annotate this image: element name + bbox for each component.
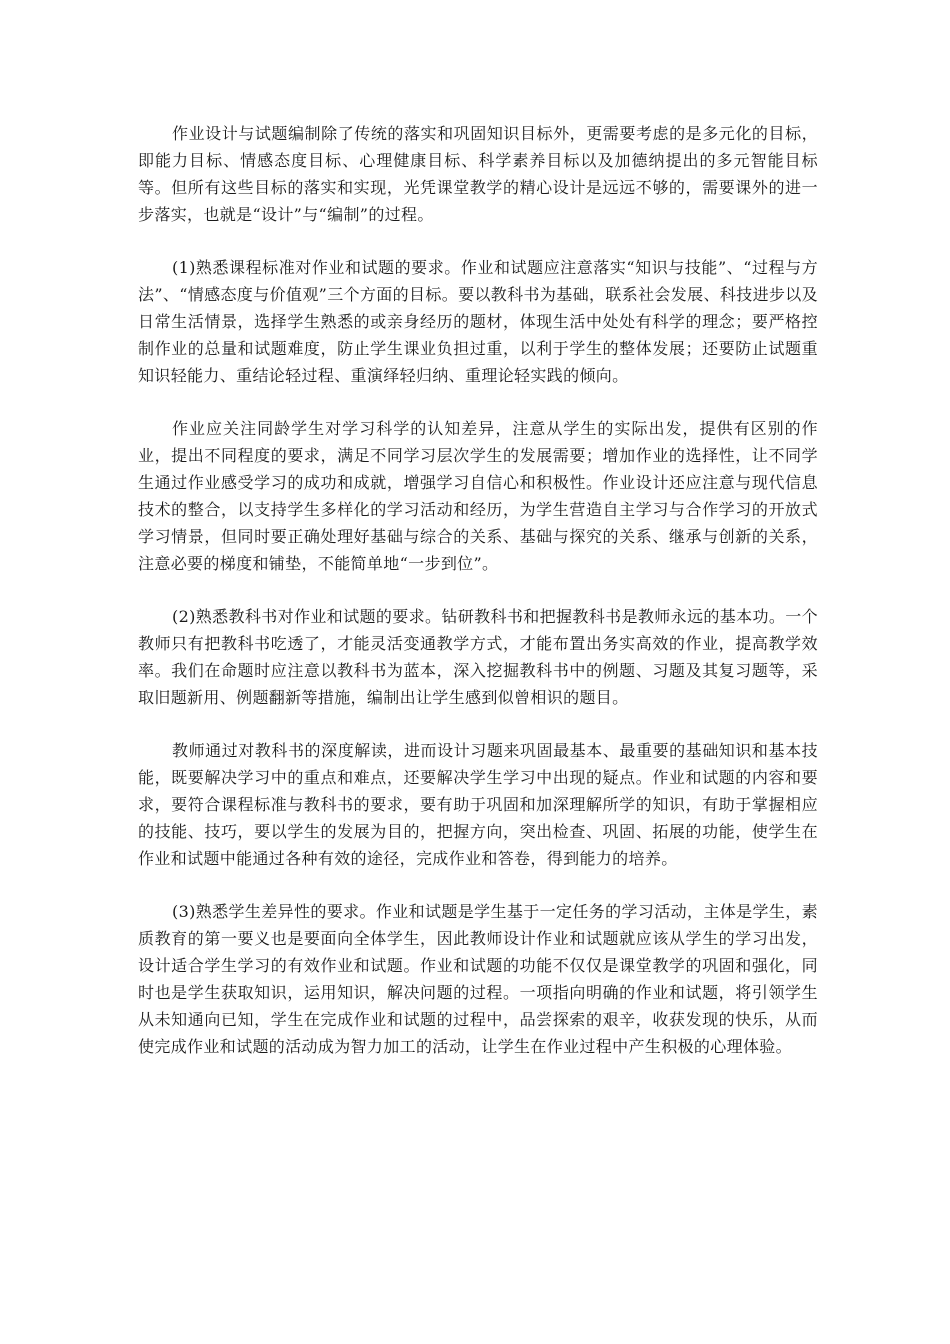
paragraph-intro: 作业设计与试题编制除了传统的落实和巩固知识目标外，更需要考虑的是多元化的目标，即能力目标、情感态度目标、心理健康目标、科学素养目标以及加德纳提出的多元智能目标等。但所有这些目标的落实和实现，光凭课堂教学的精心设计是远远不够的，需要课外的进一步落实，也就是“设计”与“编制”的过程。 bbox=[138, 124, 818, 224]
paragraph-cognitive-differences: 作业应关注同龄学生对学习科学的认知差异，注意从学生的实际出发，提供有区别的作业，提出不同程度的要求，满足不同学习层次学生的发展需要；增加作业的选择性，让不同学生通过作业感受学习的成功和成就，增强学习自信心和积极性。作业设计还应注意与现代信息技术的整合，以支持学生多样化的学习活动和经历，为学生营造自主学习与合作学习的开放式学习情景，但同时要正确处理好基础与综合的关系、基础与探究的关系、继承与创新的关系，注意必要的梯度和铺垫，不能简单地“一步到位”。 bbox=[138, 419, 818, 573]
document-body bbox=[138, 120, 818, 1086]
paragraph-curriculum-standards: (1)熟悉课程标准对作业和试题的要求。作业和试题应注意落实“知识与技能”、“过程与方法”、“情感态度与价值观”三个方面的目标。要以教科书为基础，联系社会发展、科技进步以及日常生活情景，选择学生熟悉的或亲身经历的题材，体现生活中处处有科学的理念；要严格控制作业的总量和试题难度，防止学生课业负担过重，以利于学生的整体发展；还要防止试题重知识轻能力、重结论轻过程、重演绎轻归纳、重理论轻实践的倾向。 bbox=[138, 258, 818, 385]
paragraph-textbook-requirements: (2)熟悉教科书对作业和试题的要求。钻研教科书和把握教科书是教师永远的基本功。一个教师只有把教科书吃透了，才能灵活变通教学方式，才能布置出务实高效的作业，提高教学效率。我们在命题时应注意以教科书为蓝本，深入挖掘教科书中的例题、习题及其复习题等，采取旧题新用、例题翻新等措施，编制出让学生感到似曾相识的题目。 bbox=[138, 607, 818, 707]
paragraph-textbook-interpretation: 教师通过对教科书的深度解读，进而设计习题来巩固最基本、最重要的基础知识和基本技能，既要解决学习中的重点和难点，还要解决学生学习中出现的疑点。作业和试题的内容和要求，要符合课程标准与教科书的要求，要有助于巩固和加深理解所学的知识，有助于掌握相应的技能、技巧，要以学生的发展为目的，把握方向，突出检查、巩固、拓展的功能，使学生在作业和试题中能通过各种有效的途径，完成作业和答卷，得到能力的培养。 bbox=[138, 741, 818, 868]
paragraph-student-differences: (3)熟悉学生差异性的要求。作业和试题是学生基于一定任务的学习活动，主体是学生，素质教育的第一要义也是要面向全体学生，因此教师设计作业和试题就应该从学生的学习出发，设计适合学生学习的有效作业和试题。作业和试题的功能不仅仅是课堂教学的巩固和强化，同时也是学生获取知识，运用知识，解决问题的过程。一项指向明确的作业和试题，将引领学生从未知通向已知，学生在完成作业和试题的过程中，品尝探索的艰辛，收获发现的快乐，从而使完成作业和试题的活动成为智力加工的活动，让学生在作业过程中产生积极的心理体验。 bbox=[138, 902, 818, 1056]
